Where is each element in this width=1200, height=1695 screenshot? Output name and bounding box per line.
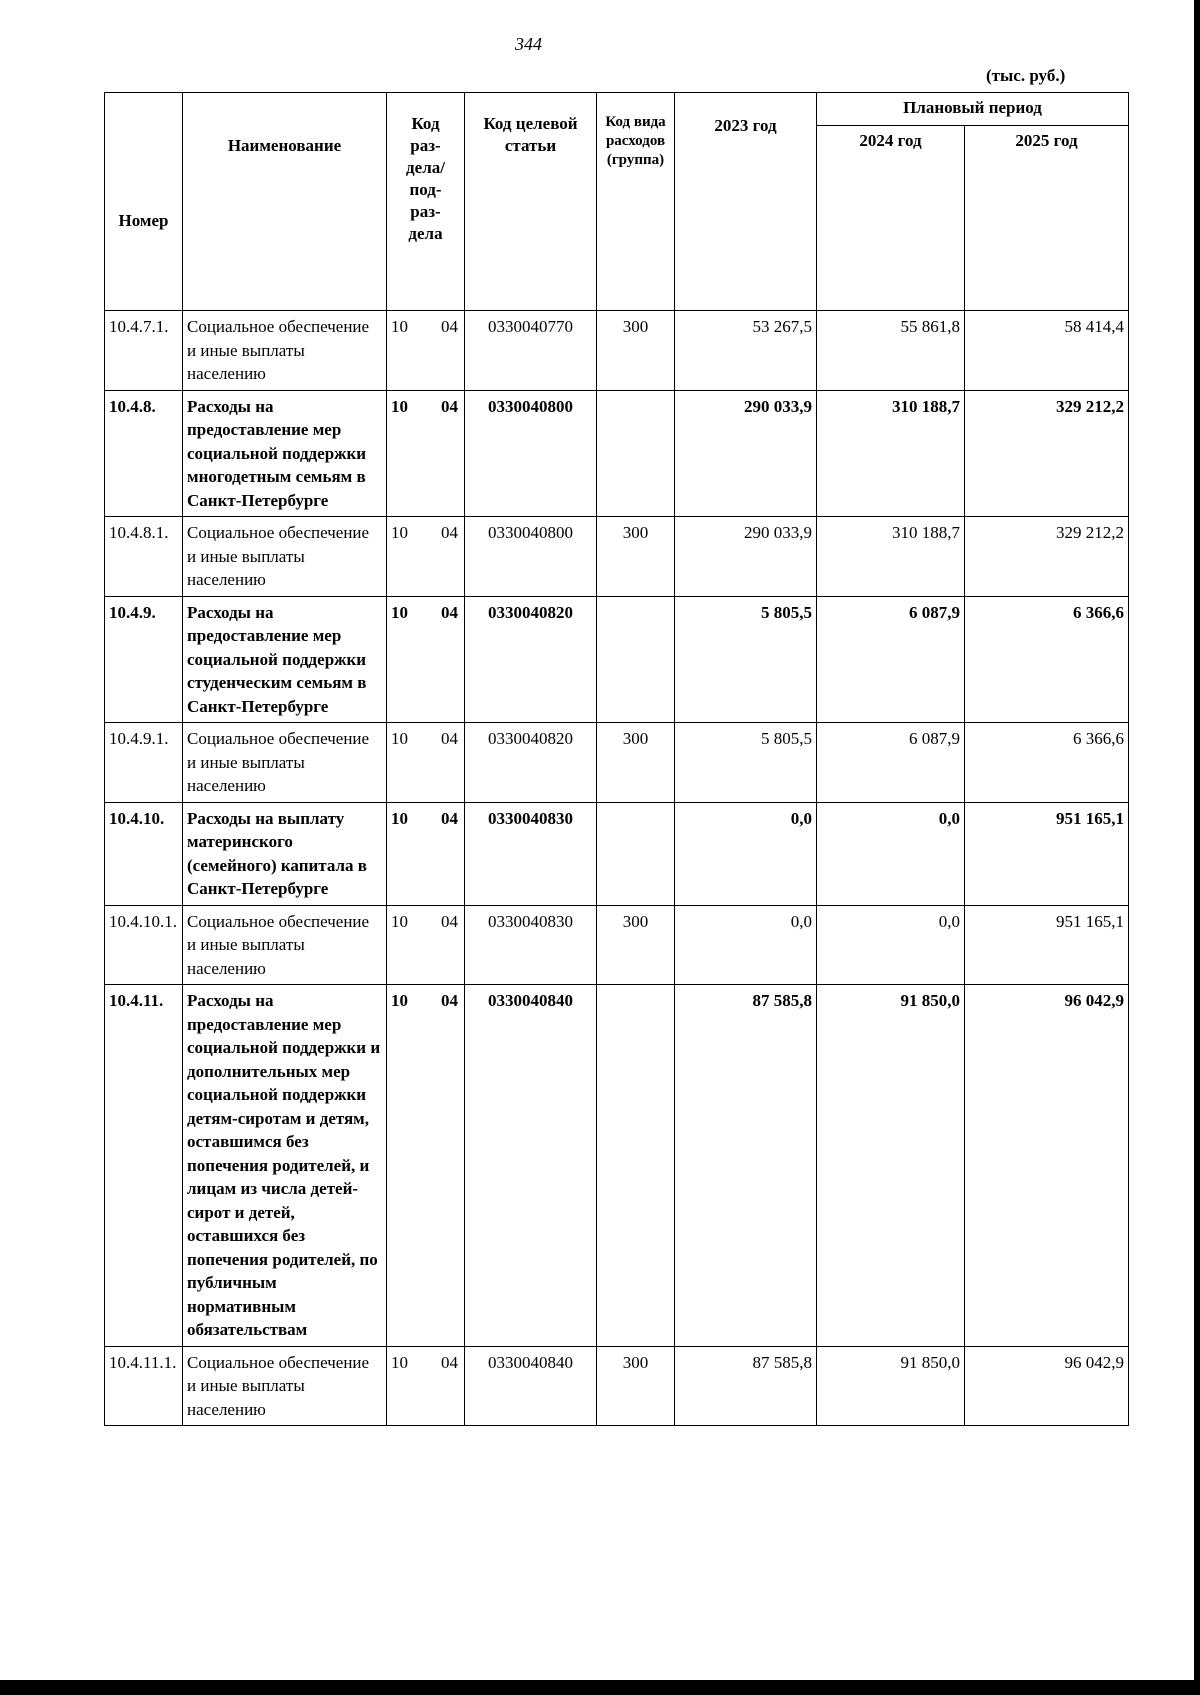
row-number: 10.4.7.1.: [105, 311, 183, 391]
row-name: Социальное обеспечение и иные выплаты населению: [183, 905, 387, 985]
row-section: 10: [391, 808, 408, 828]
row-number: 10.4.9.1.: [105, 723, 183, 803]
table-row: [105, 390, 1129, 517]
row-number: 10.4.8.: [105, 390, 183, 517]
row-amount-2024: 0,0: [817, 905, 965, 985]
table-row: [105, 905, 1129, 985]
row-target-code: 0330040800: [465, 517, 597, 597]
row-amount-2024: 310 188,7: [817, 390, 965, 517]
row-expense-type: 300: [597, 517, 675, 597]
row-expense-type: 300: [597, 723, 675, 803]
header-target: Код целевой статьи: [465, 93, 597, 311]
row-amount-2023: 290 033,9: [675, 517, 817, 597]
table-row: [105, 1346, 1129, 1426]
row-amount-2024: 310 188,7: [817, 517, 965, 597]
row-target-code: 0330040840: [465, 1346, 597, 1426]
units-label: (тыс. руб.): [986, 66, 1066, 85]
row-subsection: 04: [441, 602, 458, 622]
row-subsection: 04: [441, 317, 458, 336]
row-amount-2025: 329 212,2: [965, 390, 1129, 517]
table-row: [105, 596, 1129, 723]
row-name: Расходы на выплату материнского (семейного) капитала в Санкт-Петербурге: [183, 802, 387, 905]
table-header: [105, 93, 1129, 311]
row-section-code: [387, 1346, 465, 1426]
header-section: Код раз-дела/ под-раз-дела: [387, 93, 465, 311]
row-number: 10.4.9.: [105, 596, 183, 723]
row-section: 10: [391, 602, 408, 622]
row-amount-2025: 329 212,2: [965, 517, 1129, 597]
row-name: Социальное обеспечение и иные выплаты населению: [183, 517, 387, 597]
row-amount-2025: 951 165,1: [965, 802, 1129, 905]
row-name: Расходы на предоставление мер социальной поддержки многодетным семьям в Санкт-Петербурге: [183, 390, 387, 517]
row-expense-type: 300: [597, 1346, 675, 1426]
table-row: [105, 723, 1129, 803]
header-name: Наименование: [183, 93, 387, 311]
table-body: [105, 311, 1129, 1426]
table-row: [105, 517, 1129, 597]
row-amount-2024: 55 861,8: [817, 311, 965, 391]
row-section-code: [387, 905, 465, 985]
row-amount-2025: 96 042,9: [965, 1346, 1129, 1426]
row-expense-type: [597, 985, 675, 1347]
row-name: Социальное обеспечение и иные выплаты населению: [183, 311, 387, 391]
row-subsection: 04: [441, 729, 458, 748]
table-row: [105, 311, 1129, 391]
row-amount-2024: 91 850,0: [817, 985, 965, 1347]
row-amount-2023: 5 805,5: [675, 723, 817, 803]
header-2024: 2024 год: [817, 126, 965, 311]
row-subsection: 04: [441, 991, 458, 1010]
row-section-code: [387, 390, 465, 517]
header-planned-period: Плановый период: [817, 93, 1129, 126]
budget-table: [104, 92, 1129, 1426]
row-amount-2023: 87 585,8: [675, 985, 817, 1347]
table-row: [105, 985, 1129, 1347]
row-target-code: 0330040800: [465, 390, 597, 517]
row-number: 10.4.10.1.: [105, 905, 183, 985]
row-subsection: 04: [441, 808, 458, 828]
row-expense-type: [597, 596, 675, 723]
row-amount-2023: 0,0: [675, 802, 817, 905]
table-row: [105, 802, 1129, 905]
row-amount-2023: 5 805,5: [675, 596, 817, 723]
row-section-code: [387, 517, 465, 597]
row-amount-2025: 6 366,6: [965, 723, 1129, 803]
row-number: 10.4.8.1.: [105, 517, 183, 597]
row-name: Социальное обеспечение и иные выплаты населению: [183, 1346, 387, 1426]
row-expense-type: 300: [597, 905, 675, 985]
row-target-code: 0330040820: [465, 723, 597, 803]
row-expense-type: 300: [597, 311, 675, 391]
row-amount-2024: 6 087,9: [817, 596, 965, 723]
row-amount-2025: 6 366,6: [965, 596, 1129, 723]
header-2023: 2023 год: [675, 93, 817, 311]
row-section-code: [387, 985, 465, 1347]
row-target-code: 0330040770: [465, 311, 597, 391]
row-section: 10: [391, 317, 408, 336]
row-expense-type: [597, 390, 675, 517]
row-section: 10: [391, 729, 408, 748]
row-amount-2024: 91 850,0: [817, 1346, 965, 1426]
row-amount-2025: 951 165,1: [965, 905, 1129, 985]
row-amount-2024: 6 087,9: [817, 723, 965, 803]
scan-edge-right: [1194, 0, 1200, 1695]
header-number: Номер: [105, 93, 183, 311]
row-amount-2023: 87 585,8: [675, 1346, 817, 1426]
row-target-code: 0330040830: [465, 905, 597, 985]
row-amount-2025: 58 414,4: [965, 311, 1129, 391]
row-section: 10: [391, 396, 408, 416]
row-section: 10: [391, 523, 408, 542]
row-section: 10: [391, 991, 408, 1010]
header-expense-type: Код вида расходов (группа): [597, 93, 675, 311]
row-number: 10.4.11.1.: [105, 1346, 183, 1426]
row-number: 10.4.11.: [105, 985, 183, 1347]
row-section: 10: [391, 1352, 408, 1372]
row-amount-2025: 96 042,9: [965, 985, 1129, 1347]
row-section: 10: [391, 911, 408, 931]
row-expense-type: [597, 802, 675, 905]
row-amount-2023: 0,0: [675, 905, 817, 985]
header-2025: 2025 год: [965, 126, 1129, 311]
row-target-code: 0330040820: [465, 596, 597, 723]
row-subsection: 04: [441, 523, 458, 542]
page-number: 344: [515, 34, 542, 54]
row-section-code: [387, 596, 465, 723]
row-subsection: 04: [441, 1352, 458, 1372]
row-target-code: 0330040830: [465, 802, 597, 905]
row-subsection: 04: [441, 911, 458, 931]
row-amount-2023: 53 267,5: [675, 311, 817, 391]
scan-edge-bottom: [0, 1680, 1200, 1695]
row-section-code: [387, 311, 465, 391]
row-target-code: 0330040840: [465, 985, 597, 1347]
row-amount-2023: 290 033,9: [675, 390, 817, 517]
row-section-code: [387, 802, 465, 905]
row-number: 10.4.10.: [105, 802, 183, 905]
row-section-code: [387, 723, 465, 803]
row-amount-2024: 0,0: [817, 802, 965, 905]
row-name: Расходы на предоставление мер социальной поддержки и дополнительных мер социальной поддержки детям-сиротам и детям, оставшимся без попечения родителей, и лицам из числа детей-сирот и детей, оставшихся без попечения родителей, по публичным нормативным обязательствам: [183, 985, 387, 1347]
row-name: Социальное обеспечение и иные выплаты населению: [183, 723, 387, 803]
row-subsection: 04: [441, 396, 458, 416]
row-name: Расходы на предоставление мер социальной поддержки студенческим семьям в Санкт-Петербурге: [183, 596, 387, 723]
